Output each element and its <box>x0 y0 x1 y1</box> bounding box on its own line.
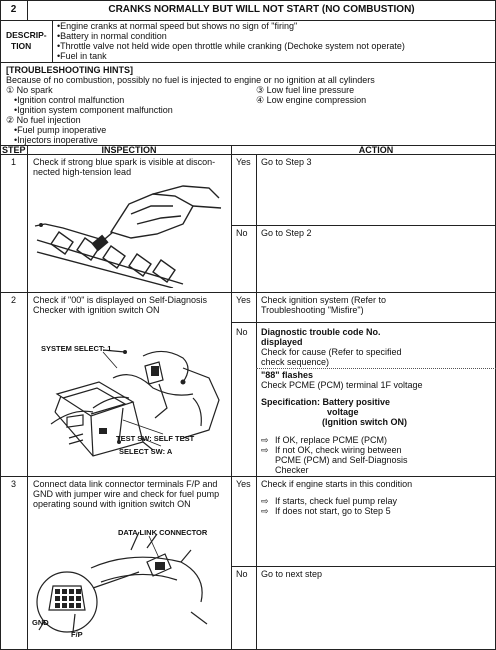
yes-label: Yes <box>236 479 251 489</box>
hint-item: ④ Low engine compression <box>256 95 367 105</box>
rule <box>231 322 496 323</box>
action-text: Check if engine starts in this condition <box>261 479 413 489</box>
no-label: No <box>236 327 248 337</box>
action-text: Go to next step <box>261 569 323 579</box>
step-inspection-text: GND with jumper wire and check for fuel pump <box>33 489 220 499</box>
action-text: ⇨ If not OK, check wiring between <box>261 445 402 455</box>
figure-label: TEST SW: SELF TEST <box>116 434 195 443</box>
action-text: Diagnostic trouble code No. <box>261 327 381 337</box>
rule <box>0 62 496 63</box>
page-title: CRANKS NORMALLY BUT WILL NOT START (NO COMBUSTION) <box>108 4 415 15</box>
step-number: 2 <box>10 295 16 305</box>
divider <box>256 368 496 369</box>
action-text: Go to Step 3 <box>261 157 312 167</box>
rule <box>231 225 496 226</box>
hint-item: ② No fuel injection <box>6 115 81 125</box>
rule <box>52 20 53 62</box>
action-text: ⇨ If OK, replace PCME (PCM) <box>261 435 388 445</box>
arrow-right-icon: ⇨ <box>261 445 269 455</box>
spark-test-illustration <box>33 184 225 288</box>
no-label: No <box>236 228 248 238</box>
hint-item: •Ignition system component malfunction <box>14 105 173 115</box>
rule <box>27 145 28 650</box>
hint-item: •Ignition control malfunction <box>14 95 125 105</box>
rule <box>231 145 232 650</box>
action-text: Troubleshooting "Misfire") <box>261 305 364 315</box>
data-link-connector-illustration <box>31 528 227 648</box>
arrow-right-icon: ⇨ <box>261 506 269 516</box>
description-label: TION <box>11 41 32 51</box>
hint-item: •Injectors inoperative <box>14 135 98 145</box>
column-header-action: ACTION <box>358 145 394 155</box>
step-inspection-text: Checker with ignition switch ON <box>33 305 160 315</box>
step-inspection-text: Check if strong blue spark is visible at discon- <box>33 157 216 167</box>
step-inspection-text: operating sound with ignition switch ON <box>33 499 191 509</box>
specification-text: Specification: Battery positive <box>261 397 391 407</box>
hint-item: •Fuel pump inoperative <box>14 125 107 135</box>
action-text: ⇨ If does not start, go to Step 5 <box>261 506 391 516</box>
rule <box>256 154 257 650</box>
action-text: check sequence) <box>261 357 330 367</box>
rule <box>231 566 496 567</box>
specification-text: (Ignition switch ON) <box>322 417 407 427</box>
step-inspection-text: nected high-tension lead <box>33 167 132 177</box>
hints-intro: Because of no combustion, possibly no fuel is injected to engine or no ignition at all cylinders <box>6 75 375 85</box>
figure-label: F/P <box>71 630 83 639</box>
action-text: Check for cause (Refer to specified <box>261 347 402 357</box>
step-number: 1 <box>10 157 16 167</box>
step-inspection-text: Check if "00" is displayed on Self-Diagnosis <box>33 295 207 305</box>
figure-label: SELECT SW: A <box>119 447 173 456</box>
description-label: DESCRIP- <box>6 30 47 40</box>
description-item: •Throttle valve not held wide open throttle while cranking (Dechoke system not operate) <box>57 41 405 51</box>
step-inspection-text: Connect data link connector terminals F/P and <box>33 479 218 489</box>
no-label: No <box>236 569 248 579</box>
yes-label: Yes <box>236 157 251 167</box>
rule <box>0 292 496 293</box>
specification-text: voltage <box>327 407 359 417</box>
figure-label: DATA LINK CONNECTOR <box>118 528 208 537</box>
action-text: PCME (PCM) and Self-Diagnosis <box>275 455 408 465</box>
action-text: Go to Step 2 <box>261 228 312 238</box>
hint-item: ① No spark <box>6 85 53 95</box>
figure-label: GND <box>32 618 49 627</box>
column-header-inspection: INSPECTION <box>101 145 157 155</box>
action-text: Check ignition system (Refer to <box>261 295 387 305</box>
hint-item: ③ Low fuel line pressure <box>256 85 355 95</box>
description-item: •Battery in normal condition <box>57 31 167 41</box>
action-text: "88" flashes <box>261 370 314 380</box>
description-item: •Fuel in tank <box>57 51 107 61</box>
action-text: Check PCME (PCM) terminal 1F voltage <box>261 380 423 390</box>
action-text: ⇨ If starts, check fuel pump relay <box>261 496 398 506</box>
action-text: Checker <box>275 465 309 475</box>
description-item: •Engine cranks at normal speed but shows no sign of "firing" <box>57 21 298 31</box>
arrow-right-icon: ⇨ <box>261 496 269 506</box>
arrow-right-icon: ⇨ <box>261 435 269 445</box>
hints-title: [TROUBLESHOOTING HINTS] <box>6 65 133 75</box>
column-header-step: STEP <box>2 145 26 155</box>
action-text: displayed <box>261 337 303 347</box>
yes-label: Yes <box>236 295 251 305</box>
step-number: 3 <box>10 479 16 489</box>
rule <box>0 476 496 477</box>
section-number: 2 <box>10 4 17 15</box>
figure-label: SYSTEM SELECT: 1 <box>41 344 112 353</box>
